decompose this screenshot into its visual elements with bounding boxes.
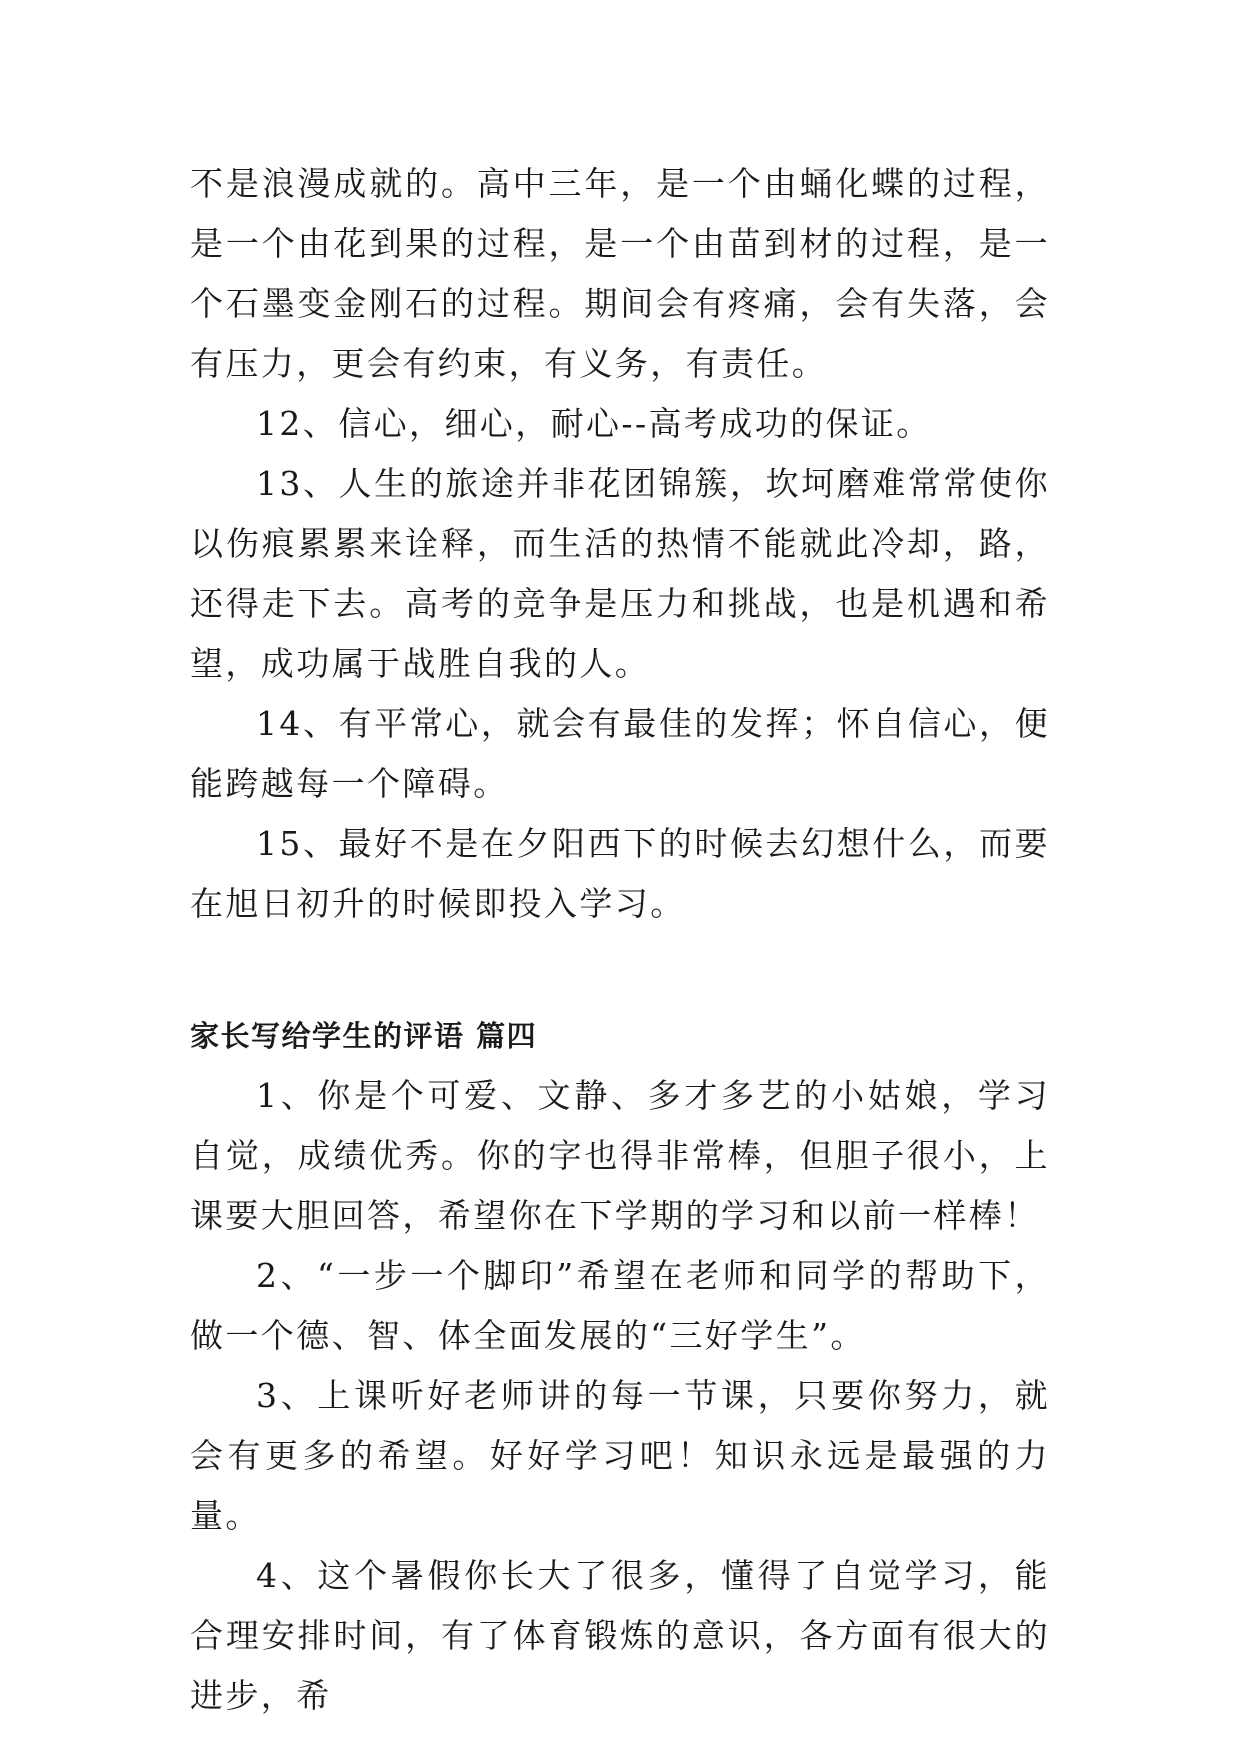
paragraph-item-15: 15、最好不是在夕阳西下的时候去幻想什么，而要在旭日初升的时候即投入学习。: [190, 824, 1050, 923]
paragraph-item-2: 2、“一步一个脚印”希望在老师和同学的帮助下，做一个德、智、体全面发展的“三好学生”。: [190, 1256, 1050, 1355]
paragraph-item-4: 4、这个暑假你长大了很多，懂得了自觉学习，能合理安排时间，有了体育锻炼的意识，各方面有很大的进步，希: [190, 1556, 1050, 1715]
paragraph-item-12: 12、信心，细心，耐心--高考成功的保证。: [256, 404, 932, 443]
paragraph-item-3: 3、上课听好老师讲的每一节课，只要你努力，就会有更多的希望。好好学习吧！知识永远是最强的力量。: [190, 1376, 1050, 1535]
paragraph-item-14: 14、有平常心，就会有最佳的发挥；怀自信心，便能跨越每一个障碍。: [190, 704, 1050, 803]
section-heading: 家长写给学生的评语 篇四: [190, 1019, 538, 1053]
document-body: [190, 154, 1050, 1726]
paragraph-item-1: 1、你是个可爱、文静、多才多艺的小姑娘，学习自觉，成绩优秀。你的字也得非常棒，但胆子很小，上课要大胆回答，希望你在下学期的学习和以前一样棒！: [190, 1076, 1050, 1235]
paragraph-item-13: 13、人生的旅途并非花团锦簇，坎坷磨难常常使你以伤痕累累来诠释，而生活的热情不能就此冷却，路，还得走下去。高考的竞争是压力和挑战，也是机遇和希望，成功属于战胜自我的人。: [190, 464, 1050, 683]
paragraph-continuation: 不是浪漫成就的。高中三年，是一个由蛹化蝶的过程，是一个由花到果的过程，是一个由苗到材的过程，是一个石墨变金刚石的过程。期间会有疼痛，会有失落，会有压力，更会有约束，有义务，有责任。: [190, 164, 1050, 383]
